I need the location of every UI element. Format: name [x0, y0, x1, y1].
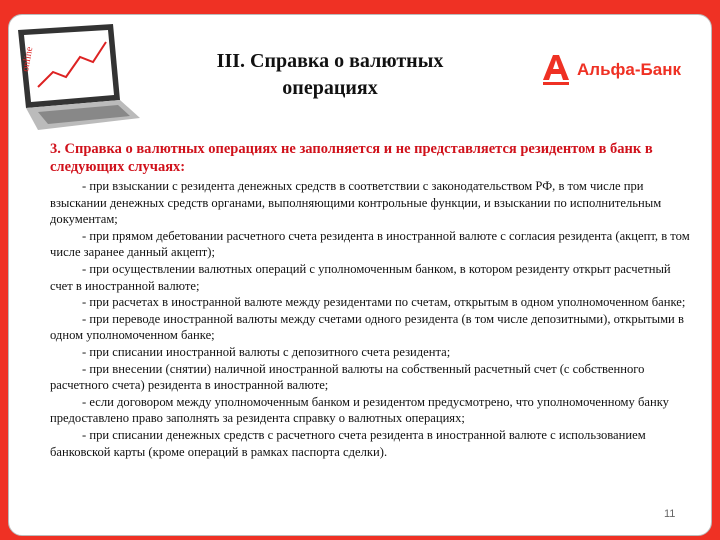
logo-text: Альфа-Банк: [577, 60, 681, 79]
list-item: - если договором между уполномоченным банком и резидентом предусмотрено, что уполномоченному банку предоставлено право заполнять за резидента справку о валютных операциях;: [50, 394, 669, 426]
list-item: - при осуществлении валютных операций с уполномоченным банком, в котором резиденту открыт расчетный счет в иностранной валюте;: [50, 261, 671, 293]
section-heading: 3. Справка о валютных операциях не заполняется и не представляется резидентом в банк в следующих случаях:: [50, 141, 653, 175]
list-item: - при списании денежных средств с расчетного счета резидента в иностранной валюте с использованием банковской карты (кроме операций в рамках паспорта сделки).: [50, 427, 646, 459]
cases-list: [50, 178, 690, 460]
list-item: - при расчетах в иностранной валюте между резидентами по счетам, открытым в одном уполномоченном банке;: [82, 295, 686, 310]
laptop-illustration: [8, 22, 143, 132]
list-item: - при прямом дебетовании расчетного счета резидента в иностранной валюте с согласия резидента (акцепт, в том числе заранее данный акцепт);: [50, 228, 690, 260]
list-item: - при внесении (снятии) наличной иностранной валюты на собственный расчетный счет (с собственного расчетного счета) резидента в иностранной валюте;: [50, 361, 645, 393]
page-number: 11: [664, 508, 676, 520]
list-item: - при взыскании с резидента денежных средств в соответствии с законодательством РФ, в том числе при взыскании денежных средств органами, выполняющими контрольные функции, и взыскании по исполнительным документам;: [50, 179, 662, 227]
alfa-bank-logo: [543, 55, 681, 85]
svg-text:online: online: [20, 45, 36, 73]
list-item: - при переводе иностранной валюты между счетами одного резидента (в том числе депозитными), открытыми в одном уполномоченном банке;: [50, 311, 684, 343]
alfa-logo-icon: [543, 55, 569, 85]
list-item: - при списании иностранной валюты с депозитного счета резидента;: [82, 344, 451, 359]
slide-title: III. Справка о валютных операциях: [216, 50, 444, 99]
